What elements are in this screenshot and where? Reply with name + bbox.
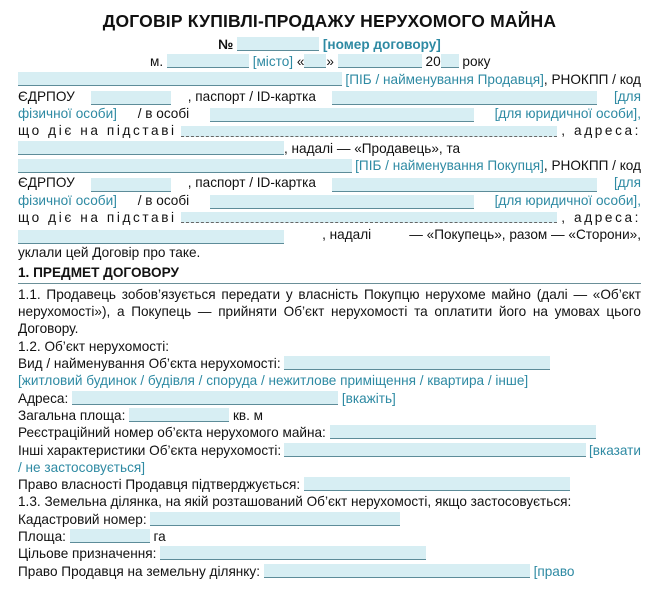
- seller-basis-line: [18, 122, 641, 139]
- purpose-label: Цільове призначення:: [18, 546, 157, 562]
- ownership-field[interactable]: [304, 477, 570, 491]
- ownership-label: Право власності Продавця підтверджується:: [18, 477, 301, 493]
- buyer-address-line: [18, 226, 641, 243]
- other-characteristics-label: Інші характеристики Об’єкта нерухомості:: [18, 442, 282, 458]
- seller-edrpou-field[interactable]: [91, 91, 171, 105]
- seller-name-field[interactable]: [18, 72, 342, 86]
- seller-hereinafter: , надалі — «Продавець», та: [284, 140, 461, 156]
- seller-basis-label: що діє на підставі: [18, 123, 177, 139]
- buyer-in-person-label: / в особі: [137, 192, 190, 208]
- seller-passport-field[interactable]: [332, 91, 597, 105]
- document-title: ДОГОВІР КУПІВЛІ-ПРОДАЖУ НЕРУХОМОГО МАЙНА: [102, 11, 557, 31]
- buyer-phys-hint-a: [для: [613, 175, 641, 191]
- buyer-edrpou-field[interactable]: [91, 178, 171, 192]
- buyer-basis-line: [18, 209, 641, 226]
- clause-1-1: 1.1. Продавець зобов’язується передати у власність Покупцю нерухоме майно (далі — «Об’єкт нерухомості»), а Покупець — прийняти Об’єкт нерухомості та оплатити його на умовах цього Договору.: [18, 286, 641, 337]
- seller-phys-hint-b: фізичної особи]: [18, 106, 117, 122]
- object-area-label: Загальна площа:: [18, 407, 126, 423]
- buyer-passport-field[interactable]: [332, 178, 597, 192]
- seller-edrpou-label: ЄДРПОУ: [18, 88, 75, 104]
- city-prefix: м.: [150, 54, 164, 70]
- seller-address-label: , адреса:: [561, 123, 641, 139]
- object-area-line: [18, 407, 641, 424]
- cadastral-label: Кадастровий номер:: [18, 511, 147, 527]
- buyer-name-hint: [ПІБ / найменування Покупця]: [355, 158, 544, 174]
- registration-field[interactable]: [330, 425, 596, 439]
- number-sign: №: [218, 37, 234, 52]
- day-field[interactable]: [304, 54, 326, 68]
- seller-rnokpp-label: , РНОКПП / код: [543, 71, 641, 87]
- buyer-id-line: [18, 174, 641, 191]
- buyer-hereinafter-b: — «Покупець», разом — «Сторони»,: [409, 227, 641, 243]
- object-area-unit: кв. м: [232, 407, 264, 423]
- seller-passport-label: , паспорт / ID-картка: [187, 88, 316, 104]
- plot-area-unit: га: [153, 529, 166, 545]
- contract-number-line: [18, 36, 641, 53]
- year-suffix: року: [462, 54, 491, 70]
- plot-area-label: Площа:: [18, 529, 66, 545]
- purpose-field[interactable]: [160, 546, 426, 560]
- buyer-passport-label: , паспорт / ID-картка: [187, 175, 316, 191]
- land-right-field[interactable]: [264, 564, 530, 578]
- contract-number-hint: [номер договору]: [322, 37, 441, 52]
- seller-representative-field[interactable]: [210, 108, 474, 122]
- buyer-hereinafter-a: , надалі: [322, 227, 372, 243]
- quote-close: »: [326, 54, 334, 70]
- city-hint: [місто]: [252, 54, 294, 70]
- contract-number-field[interactable]: [237, 37, 319, 51]
- year-field[interactable]: [441, 54, 459, 68]
- buyer-address-field[interactable]: [18, 230, 284, 244]
- seller-phys-hint-a: [для: [613, 88, 641, 104]
- buyer-person-line: [18, 192, 641, 209]
- seller-basis-field[interactable]: [181, 126, 558, 137]
- cadastral-field[interactable]: [150, 512, 400, 526]
- object-address-field[interactable]: [72, 391, 338, 405]
- other-characteristics-hint-b: / не застосовується]: [18, 459, 146, 475]
- cadastral-line: [18, 511, 641, 528]
- buyer-phys-hint-b: фізичної особи]: [18, 192, 117, 208]
- section-1-heading: 1. ПРЕДМЕТ ДОГОВОРУ: [18, 263, 641, 284]
- buyer-address-label: , адреса:: [561, 209, 641, 225]
- land-right-hint: [право: [533, 563, 575, 579]
- buyer-edrpou-label: ЄДРПОУ: [18, 175, 75, 191]
- purpose-line: [18, 545, 641, 562]
- object-type-line: [18, 355, 641, 372]
- object-type-field[interactable]: [284, 356, 550, 370]
- other-characteristics-field[interactable]: [284, 443, 586, 457]
- seller-address-field[interactable]: [18, 141, 284, 155]
- seller-person-line: [18, 105, 641, 122]
- place-date-line: [18, 53, 641, 70]
- object-address-line: [18, 390, 641, 407]
- clause-1-2: 1.2. Об’єкт нерухомості:: [18, 338, 170, 354]
- registration-line: [18, 424, 641, 441]
- object-area-field[interactable]: [129, 408, 229, 422]
- land-right-line: [18, 563, 641, 580]
- buyer-name-field[interactable]: [18, 159, 352, 173]
- city-field[interactable]: [167, 54, 249, 68]
- month-field[interactable]: [338, 54, 422, 68]
- ownership-line: [18, 476, 641, 493]
- seller-id-line: [18, 88, 641, 105]
- buyer-name-line: [18, 157, 641, 174]
- concluded-line: уклали цей Договір про таке.: [18, 244, 201, 260]
- seller-address-line: [18, 140, 641, 157]
- object-type-label: Вид / найменування Об’єкта нерухомості:: [18, 356, 281, 372]
- buyer-rnokpp-label: , РНОКПП / код: [543, 158, 641, 174]
- seller-legal-hint: [для юридичної особи],: [494, 106, 641, 122]
- land-right-label: Право Продавця на земельну ділянку:: [18, 563, 260, 579]
- quote-open: «: [296, 54, 305, 70]
- clause-1-3: 1.3. Земельна ділянка, на якій розташований Об’єкт нерухомості, якщо застосовується:: [18, 494, 572, 510]
- other-characteristics-line: [18, 442, 641, 459]
- buyer-basis-label: що діє на підставі: [18, 209, 177, 225]
- plot-area-line: [18, 528, 641, 545]
- buyer-basis-field[interactable]: [181, 212, 558, 223]
- buyer-legal-hint: [для юридичної особи],: [494, 192, 641, 208]
- registration-label: Реєстраційний номер об’єкта нерухомого майна:: [18, 425, 326, 441]
- seller-in-person-label: / в особі: [137, 106, 190, 122]
- object-address-label: Адреса:: [18, 390, 69, 406]
- year-prefix: 20: [425, 54, 441, 70]
- other-characteristics-hint-a: [вказати: [589, 442, 641, 458]
- seller-name-line: [18, 71, 641, 88]
- buyer-representative-field[interactable]: [210, 195, 474, 209]
- seller-name-hint: [ПІБ / найменування Продавця]: [345, 71, 544, 87]
- object-type-hint: [житловий будинок / будівля / споруда / нежитлове приміщення / квартира / інше]: [18, 373, 529, 389]
- object-address-hint: [вкажіть]: [341, 390, 396, 406]
- plot-area-field[interactable]: [70, 529, 150, 543]
